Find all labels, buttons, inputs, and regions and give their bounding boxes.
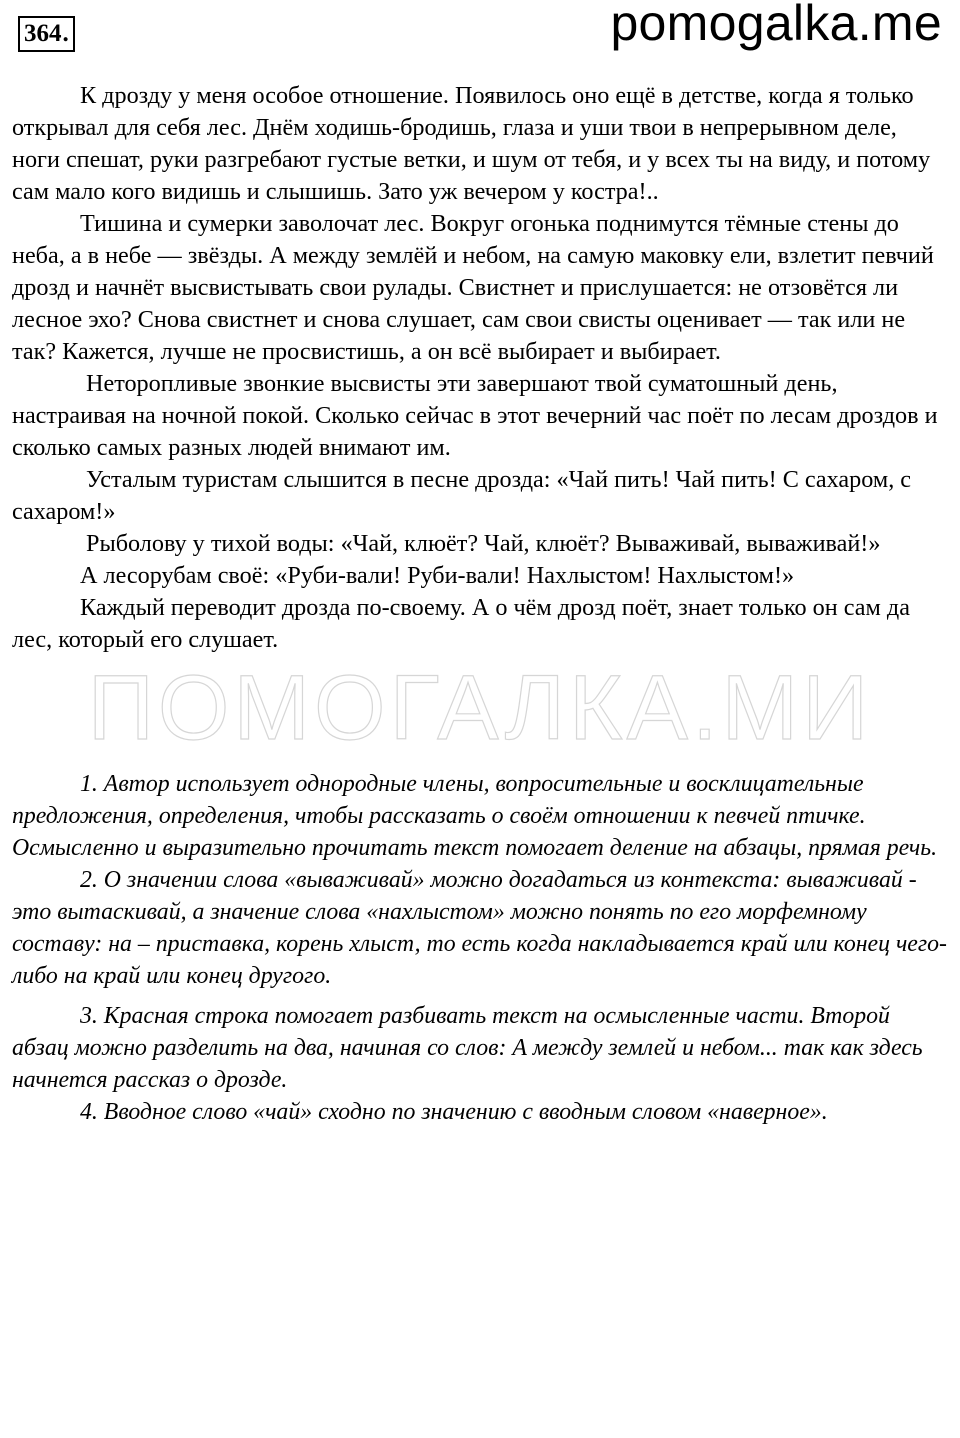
- story-paragraph: Тишина и сумерки заволочат лес. Вокруг огонька поднимутся тёмные стены до неба, а в небе — звёзды. А между землёй и небом, на самую маковку ели, взлетит певчий дрозд и начнёт высвистывать свои рулады. Свистнет и прислушается: не отзовётся ли лесное эхо? Снова свистнет и снова слушает, сам свои свисты оценивает — так или не так? Кажется, лучше не просвистишь, а он всё выбирает и выбирает.: [12, 210, 934, 365]
- story-paragraph: Усталым туристам слышится в песне дрозда: «Чай пить! Чай пить! С сахаром, с сахаром!»: [12, 466, 912, 525]
- story-text: [12, 80, 948, 656]
- story-paragraph: Неторопливые звонкие высвисты эти завершают твой суматошный день, настраивая на ночной покой. Сколько сейчас в этот вечерний час поёт по лесам дроздов и сколько самых разных людей внимают им.: [12, 370, 938, 461]
- story-paragraph: Каждый переводит дрозда по-своему. А о чём дрозд поёт, знает только он сам да лес, который его слушает.: [12, 594, 910, 653]
- answer-item: 3. Красная строка помогает разбивать текст на осмысленные части. Второй абзац можно разделить на два, начиная со слов: А между землей и небом... так как здесь начнется рассказ о дрозде.: [12, 1003, 923, 1093]
- watermark: ПОМОГАЛКА.МИ: [87, 657, 873, 759]
- answer-item: 4. Вводное слово «чай» сходно по значению с вводным словом «наверное».: [80, 1099, 828, 1125]
- site-brand: pomogalka.me: [610, 0, 942, 51]
- answer-item: 2. О значении слова «вываживай» можно догадаться из контекста: вываживай - это вытаскивай, а значение слова «нахлыстом» можно понять по его морфемному составу: на – приставка, корень хлыст, то есть когда накладывается край или конец чего-либо на край или конец другого.: [12, 867, 947, 989]
- story-paragraph: К дрозду у меня особое отношение. Появилось оно ещё в детстве, когда я только открывал для себя лес. Днём ходишь-бродишь, глаза и уши твои в непрерывном деле, ноги спешат, руки разгребают густые ветки, и шум от тебя, и у всех ты на виду, и потому сам мало кого видишь и слышишь. Зато уж вечером у костра!..: [12, 82, 931, 205]
- answer-item: 1. Автор использует однородные члены, вопросительные и восклицательные предложения, определения, чтобы рассказать о своём отношении к певчей птичке. Осмысленно и выразительно прочитать текст помогает деление на абзацы, прямая речь.: [12, 771, 938, 861]
- exercise-number: 364: [24, 20, 62, 47]
- story-paragraph: А лесорубам своё: «Руби-вали! Руби-вали! Нахлыстом! Нахлыстом!»: [80, 562, 795, 589]
- exercise-number-box: [18, 16, 75, 52]
- answers-section: [12, 768, 948, 1128]
- story-paragraph: Рыболову у тихой воды: «Чай, клюёт? Чай, клюёт? Вываживай, вываживай!»: [86, 530, 881, 557]
- exercise-number-dot: .: [62, 20, 69, 47]
